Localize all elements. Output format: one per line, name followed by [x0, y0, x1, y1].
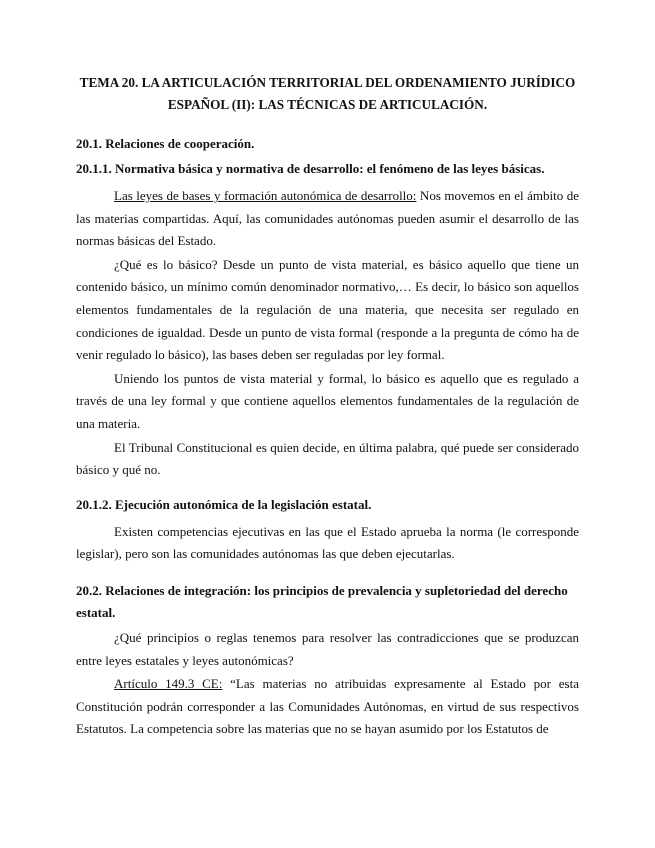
paragraph-articulo-149-3 [76, 673, 579, 741]
section-heading-20-1: 20.1. Relaciones de cooperación. [76, 136, 255, 151]
section-heading-20-1-1: 20.1.1. Normativa básica y normativa de desarrollo: el fenómeno de las leyes básicas. [76, 161, 545, 176]
paragraph-text: “Las materias no atribuidas expresamente al Estado por esta Constitución podrán corresponder a las Comunidades Autónomas, en virtud de sus respectivos Estatutos. La competencia sobre las materias que no se hayan asumido por los Estatutos de [76, 676, 579, 737]
paragraph-uniendo-puntos: Uniendo los puntos de vista material y formal, lo básico es aquello que es regulado a través de una ley formal y que contiene aquellos elementos fundamentales de la regulación de una materia. [76, 370, 579, 431]
paragraph-tribunal-constitucional: El Tribunal Constitucional es quien decide, en última palabra, qué puede ser considerado básico y qué no. [76, 439, 579, 478]
title-line-2: ESPAÑOL (II): LAS TÉCNICAS DE ARTICULACIÓN. [167, 97, 488, 112]
document-title [76, 72, 579, 116]
paragraph-que-es-lo-basico: ¿Qué es lo básico? Desde un punto de vista material, es básico aquello que tiene un contenido básico, un mínimo común denominador normativo,… Es decir, lo básico son aquellos elementos fundamentales de la regulación de una materia, que necesita ser regulado en condiciones de igualdad. Desde un punto de vista formal (responde a la pregunta de cómo ha de venir regulado lo básico), las bases deben ser reguladas por ley formal. [76, 256, 579, 363]
paragraph-principios-reglas: ¿Qué principios o reglas tenemos para resolver las contradicciones que se produzcan entre leyes estatales y leyes autonómicas? [76, 629, 579, 668]
section-heading-20-2: 20.2. Relaciones de integración: los principios de prevalencia y supletoriedad del derecho estatal. [76, 582, 568, 620]
paragraph-text: Nos movemos en el ámbito de las materias compartidas. Aquí, las comunidades autónomas pueden asumir el desarrollo de las normas básicas del Estado. [76, 188, 580, 249]
paragraph-leyes-de-bases [76, 185, 579, 253]
paragraph-competencias-ejecutivas: Existen competencias ejecutivas en las que el Estado aprueba la norma (le corresponde legislar), pero son las comunidades autónomas las que deben ejecutarlas. [76, 523, 579, 562]
underlined-lead: Las leyes de bases y formación autonómica de desarrollo: [114, 188, 417, 203]
title-line-1: TEMA 20. LA ARTICULACIÓN TERRITORIAL DEL ORDENAMIENTO JURÍDICO [79, 75, 576, 90]
underlined-article-ref: Artículo 149.3 CE: [114, 676, 223, 692]
section-heading-20-1-2: 20.1.2. Ejecución autonómica de la legislación estatal. [76, 496, 372, 512]
